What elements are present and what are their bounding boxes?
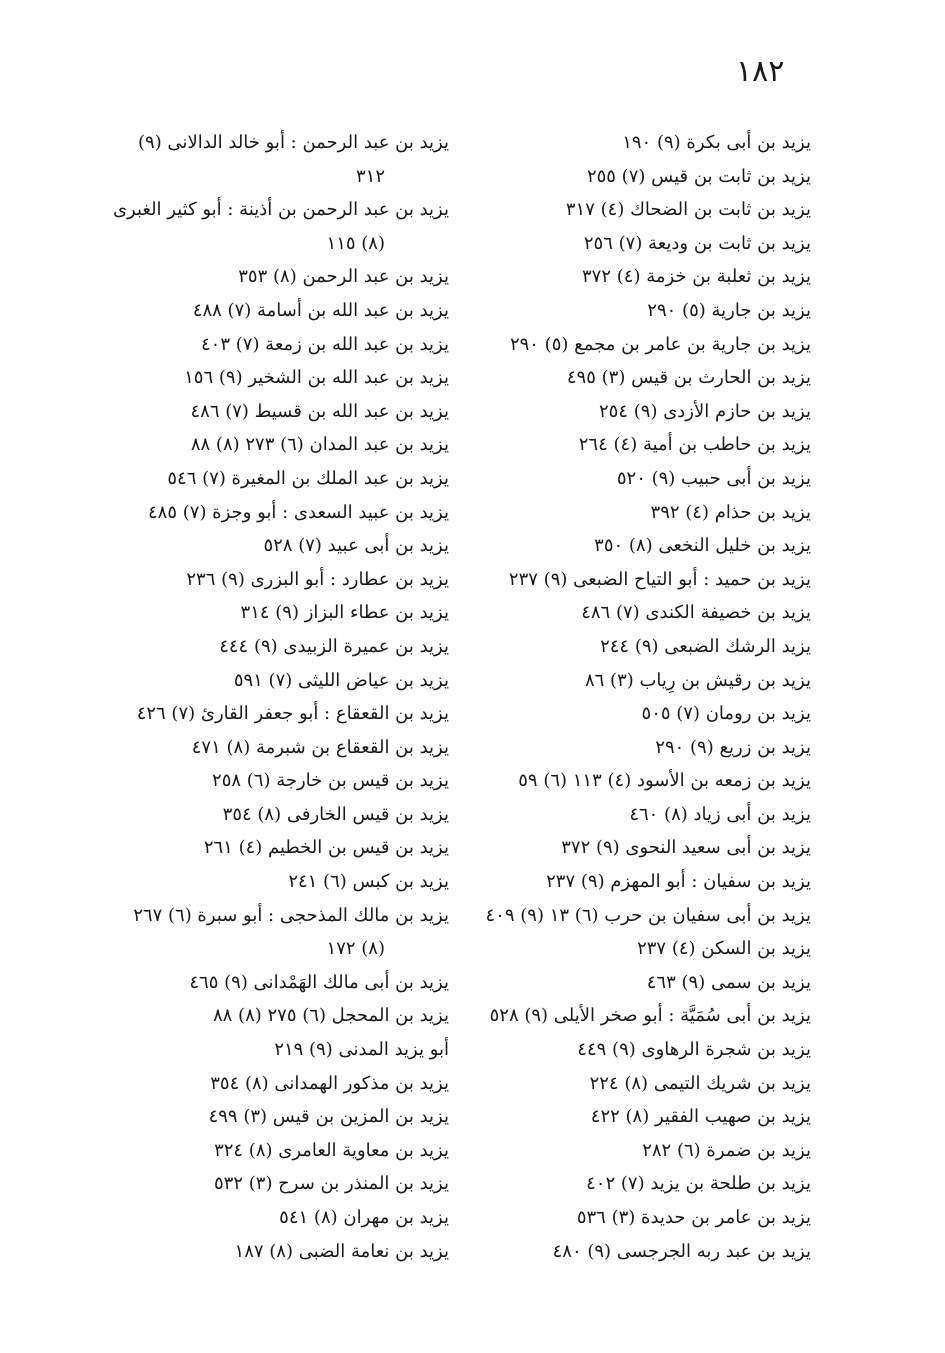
index-entry: يزيد بن شريك التيمى (٨) ٢٢٤: [589, 1072, 811, 1094]
entry-text: يزيد بن القعقاع بن شبرمة (٨) ٤٧١: [191, 736, 449, 758]
index-entry: [99, 630, 449, 664]
index-entry: يزيد بن رومان (٧) ٥٠٥: [641, 703, 811, 725]
index-entry: [99, 596, 449, 630]
index-entry: [99, 260, 449, 294]
entry-text: يزيد بن معاوية العامرى (٨) ٣٢٤: [214, 1139, 449, 1161]
index-entry: [99, 126, 449, 193]
index-entry: يزيد بن أبى سُمَيَّة : أبو صخر الأيلى (٩) ٥٢٨: [489, 1005, 811, 1027]
index-entry: [99, 1067, 449, 1101]
index-entry: [99, 395, 449, 429]
index-entry: [99, 529, 449, 563]
index-entry: [99, 563, 449, 597]
index-entry: [99, 1100, 449, 1134]
index-entry: يزيد بن خليل النخعى (٨) ٣٥٠: [594, 535, 811, 557]
index-column-right: [466, 126, 811, 1268]
index-entry: يزيد بن ثابت بن قيس (٧) ٢٥٥: [586, 165, 811, 187]
index-entry: يزيد بن سفيان : أبو المهزم (٩) ٢٣٧: [546, 871, 811, 893]
index-entry: يزيد بن الحارث بن قيس (٣) ٤٩٥: [566, 367, 811, 389]
entry-text: يزيد بن أبى مالك الهَمْدانى (٩) ٤٦٥: [189, 971, 449, 993]
index-entry: [99, 462, 449, 496]
index-entry: يزيد بن صهيب الفقير (٨) ٤٢٢: [590, 1106, 811, 1128]
entry-text: يزيد بن المحجل (٦) ٢٧٥ (٨) ٨٨: [212, 1005, 449, 1027]
index-entry: يزيد بن عامر بن حديدة (٣) ٥٣٦: [576, 1207, 811, 1228]
index-entry: يزيد بن زريع (٩) ٢٩٠: [655, 736, 811, 758]
index-entry: يزيد بن طلحة بن يزيد (٧) ٤٠٢: [586, 1173, 811, 1195]
entry-text: يزيد بن أبى عبيد (٧) ٥٢٨: [263, 535, 449, 557]
page-number: ١٨٢: [736, 54, 785, 89]
index-entry: يزيد بن ضمرة (٦) ٢٨٢: [642, 1139, 811, 1161]
entry-continuation: ٣١٢: [355, 165, 385, 187]
index-entry: يزيد بن شجرة الرهاوى (٩) ٤٤٩: [577, 1039, 811, 1061]
entry-text: يزيد بن المنذر بن سرح (٣) ٥٣٢: [214, 1173, 449, 1195]
index-entry: [99, 1033, 449, 1067]
entry-text: يزيد بن عبد الرحمن : أبو خالد الدالانى (٩): [137, 132, 449, 153]
index-entry: [99, 966, 449, 1000]
entry-text: يزيد بن قيس بن خارجة (٦) ٢٥٨: [212, 770, 449, 792]
entry-text: يزيد بن عبد الملك بن المغيرة (٧) ٥٤٦: [167, 467, 449, 489]
index-entry: يزيد بن أبى سعيد النحوى (٩) ٣٧٢: [561, 837, 811, 859]
entry-text: يزيد بن كبس (٦) ٢٤١: [288, 871, 449, 893]
entry-text: يزيد بن عبد الرحمن (٨) ٣٥٣: [238, 266, 449, 288]
index-entry: [99, 831, 449, 865]
entry-text: يزيد بن عطاء البزاز (٩) ٣١٤: [240, 602, 449, 624]
index-entry: يزيد بن جارية (٥) ٢٩٠: [647, 299, 811, 321]
index-entry: يزيد بن أبى سفيان بن حرب (٦) ١٣ (٩) ٤٠٩: [485, 904, 811, 926]
entry-text: يزيد بن قيس بن الخطيم (٤) ٢٦١: [203, 837, 449, 859]
entry-text: يزيد بن مالك المذحجى : أبو سبرة (٦) ٢٦٧: [133, 904, 449, 926]
entry-text: يزيد بن عبد الرحمن بن أذينة : أبو كثير الغبرى: [112, 199, 449, 221]
index-entry: [99, 697, 449, 731]
index-entry: [99, 294, 449, 328]
entry-text: يزيد بن المزين بن قيس (٣) ٤٩٩: [208, 1106, 449, 1128]
index-entry: [99, 1235, 449, 1269]
index-entry: [99, 731, 449, 765]
index-entry: [99, 1201, 449, 1235]
index-entry: يزيد بن أبى بكرة (٩) ١٩٠: [622, 132, 811, 153]
index-entry: [99, 328, 449, 362]
index-entry: يزيد بن حذام (٤) ٣٩٢: [650, 501, 811, 523]
index-entry: يزيد بن حميد : أبو التياح الضبعى (٩) ٢٣٧: [508, 568, 811, 590]
index-entry: يزيد بن حاطب بن أمية (٤) ٢٦٤: [578, 434, 811, 456]
entry-text: يزيد بن القعقاع : أبو جعفر القارئ (٧) ٤٢٦: [136, 703, 449, 725]
entry-text: يزيد بن عميرة الزبيدى (٩) ٤٤٤: [219, 635, 449, 657]
entry-text: يزيد بن عبيد السعدى : أبو وجزة (٧) ٤٨٥: [148, 501, 449, 523]
entry-text: يزيد بن عبد الله بن قسيط (٧) ٤٨٦: [190, 400, 449, 422]
index-entry: يزيد بن ثابت بن وديعة (٧) ٢٥٦: [583, 232, 811, 254]
index-entry: يزيد بن حازم الأزدى (٩) ٢٥٤: [599, 400, 811, 422]
entry-text: يزيد بن عبد الله بن أسامة (٧) ٤٨٨: [192, 299, 449, 321]
entry-text: يزيد بن مهران (٨) ٥٤١: [279, 1207, 449, 1228]
entry-text: يزيد بن عياض الليثى (٧) ٥٩١: [233, 669, 449, 691]
entry-text: يزيد بن عبد الله بن الشخير (٩) ١٥٦: [184, 367, 449, 389]
index-entry: يزيد بن أبى حبيب (٩) ٥٢٠: [616, 467, 811, 489]
index-entry: [99, 1167, 449, 1201]
index-entry: يزيد بن جارية بن عامر بن مجمع (٥) ٢٩٠: [509, 333, 811, 355]
index-entry: يزيد بن عبد ربه الجرجسى (٩) ٤٨٠: [552, 1240, 811, 1262]
entry-continuation: (٨) ١٧٢: [326, 938, 385, 960]
index-entry: [99, 193, 449, 260]
index-entry: [99, 428, 449, 462]
index-entry: [99, 798, 449, 832]
entry-text: يزيد بن مذكور الهمدانى (٨) ٣٥٤: [210, 1072, 449, 1094]
index-entry: [99, 899, 449, 966]
index-entry: يزيد بن سمى (٩) ٤٦٣: [646, 971, 811, 993]
entry-text: يزيد بن قيس الخارفى (٨) ٣٥٤: [222, 803, 449, 825]
index-entry: يزيد بن السكن (٤) ٢٣٧: [637, 938, 811, 960]
index-entry: يزيد بن أبى زياد (٨) ٤٦٠: [629, 803, 811, 825]
index-column-left: [99, 126, 449, 1268]
index-entry: [99, 664, 449, 698]
index-entry: يزيد بن رقيش بن رِياب (٣) ٨٦: [584, 669, 811, 691]
entry-text: يزيد بن عبد الله بن زمعة (٧) ٤٠٣: [201, 333, 449, 355]
index-entry: يزيد بن ثابت بن الضحاك (٤) ٣١٧: [565, 199, 811, 221]
index-entry: [99, 496, 449, 530]
index-entry: [99, 999, 449, 1033]
index-entry: يزيد بن ثعلبة بن خزمة (٤) ٣٧٢: [582, 266, 811, 288]
entry-continuation: (٨) ١١٥: [326, 232, 385, 254]
index-entry: يزيد الرشك الضبعى (٩) ٢٤٤: [600, 635, 811, 657]
entry-text: أبو يزيد المدنى (٩) ٢١٩: [274, 1039, 449, 1061]
index-entry: [99, 865, 449, 899]
index-entry: [99, 764, 449, 798]
entry-text: يزيد بن نعامة الضبى (٨) ١٨٧: [234, 1240, 449, 1262]
entry-text: يزيد بن عبد المدان (٦) ٢٧٣ (٨) ٨٨: [190, 434, 449, 456]
index-entry: يزيد بن خصيفة الكندى (٧) ٤٨٦: [581, 602, 811, 624]
index-entry: يزيد بن زمعه بن الأسود (٤) ١١٣ (٦) ٥٩: [518, 770, 811, 792]
index-entry: [99, 361, 449, 395]
index-entry: [99, 1134, 449, 1168]
entry-text: يزيد بن عطارد : أبو البزرى (٩) ٢٣٦: [186, 568, 449, 590]
